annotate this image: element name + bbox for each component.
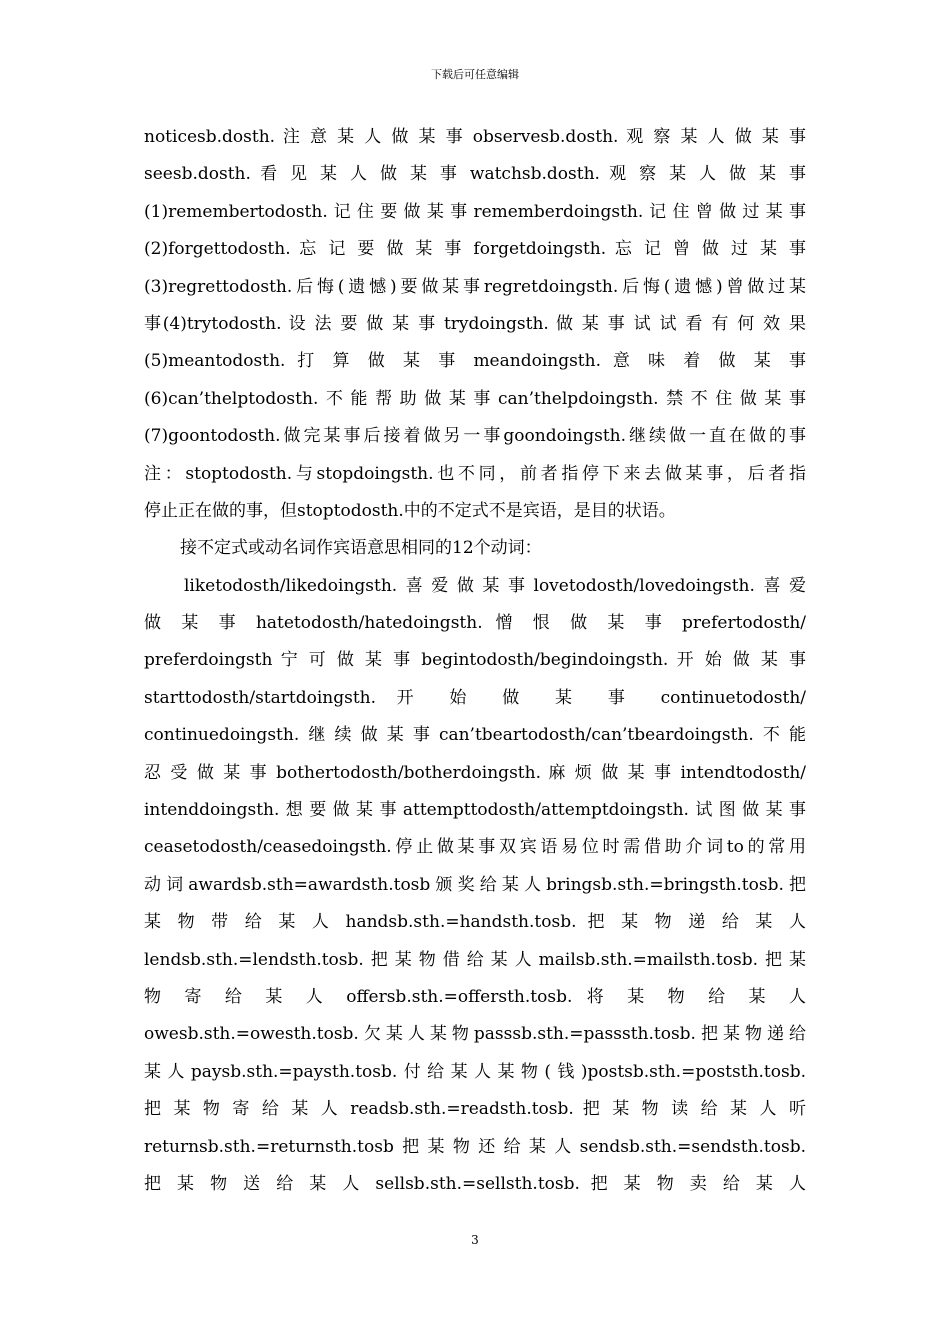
text-line: 事(4)trytodosth. 设 法 要 做 某 事 trydoingsth. 做 某 事 试 试 看 有 何 效 果 — [144, 313, 806, 334]
page-header: 下载后可任意编辑 — [431, 68, 519, 81]
text-line: 某 物 带 给 某 人 handsb.sth.=handsth.tosb. 把 某 物 递 给 某 人 — [144, 912, 806, 933]
text-line: (2)forgettodosth. 忘 记 要 做 某 事 forgetdoingsth. 忘 记 曾 做 过 某 事 — [144, 239, 806, 260]
text-line: 做 某 事 hatetodosth/hatedoingsth. 憎 恨 做 某 事 prefertodosth/ — [144, 613, 806, 634]
text-line: intenddoingsth.想要做某事attempttodosth/attemptdoingsth.试图做某事 — [144, 800, 806, 821]
text-line: 把 某 物 送 给 某 人 sellsb.sth.=sellsth.tosb. 把 某 物 卖 给 某 人 — [144, 1173, 806, 1194]
text-line: noticesb.dosth. 注 意 某 人 做 某 事 observesb.dosth. 观 察 某 人 做 某 事 — [144, 127, 806, 147]
text-line: 注：stoptodosth.与stopdoingsth.也不同，前者指停下来去做某事，后者指 — [144, 463, 806, 484]
text-line: 某人paysb.sth.=paysth.tosb.付给某人某物(钱)postsb.sth.=poststh.tosb. — [144, 1061, 806, 1082]
text-line: owesb.sth.=owesth.tosb.欠某人某物passsb.sth.=passsth.tosb.把某物递给 — [144, 1024, 806, 1045]
text-line: 动词awardsb.sth=awardsth.tosb颁奖给某人bringsb.sth.=bringsth.tosb.把 — [144, 874, 806, 895]
section-heading: 接不定式或动名词作宾语意思相同的12个动词： — [180, 538, 542, 559]
text-line: ceasetodosth/ceasedoingsth.停止做某事双宾语易位时需借助介词to的常用 — [144, 837, 806, 858]
text-line: returnsb.sth.=returnsth.tosb把某物还给某人sendsb.sth.=sendsth.tosb. — [144, 1136, 806, 1157]
text-line: (7)goontodosth.做完某事后接着做另一事goondoingsth.继续做一直在做的事 — [144, 426, 806, 447]
page-number: 3 — [471, 1233, 479, 1247]
text-line: 物 寄 给 某 人 offersb.sth.=offersth.tosb. 将 某 物 给 某 人 — [144, 986, 806, 1007]
text-line: liketodosth/likedoingsth.喜爱做某事lovetodosth/lovedoingsth.喜爱 — [184, 575, 806, 596]
text-line: (1)remembertodosth. 记 住 要 做 某 事 rememberdoingsth. 记 住 曾 做 过 某 事 — [144, 201, 806, 222]
text-line: 停止正在做的事，但stoptodosth.中的不定式不是宾语，是目的状语。 — [144, 500, 676, 521]
text-line: seesb.dosth. 看 见 某 人 做 某 事 watchsb.dosth. 观 察 某 人 做 某 事 — [144, 164, 806, 185]
text-line: (3)regrettodosth.后悔(遗憾)要做某事regretdoingsth.后悔(遗憾)曾做过某 — [144, 276, 806, 297]
text-line: preferdoingsth 宁 可 做 某 事 begintodosth/begindoingsth. 开 始 做 某 事 — [144, 650, 806, 671]
text-line: (6)can’thelptodosth.不能帮助做某事can’thelpdoingsth.禁不住做某事 — [144, 388, 806, 409]
text-line: starttodosth/startdoingsth. 开 始 做 某 事 continuetodosth/ — [144, 687, 806, 708]
text-line: 忍 受 做 某 事 bothertodosth/botherdoingsth. 麻 烦 做 某 事 intendtodosth/ — [144, 762, 806, 783]
document-body — [144, 119, 806, 1203]
text-line: 把 某 物 寄 给 某 人 readsb.sth.=readsth.tosb. 把 某 物 读 给 某 人 听 — [144, 1099, 806, 1120]
text-line: lendsb.sth.=lendsth.tosb.把某物借给某人mailsb.sth.=mailsth.tosb.把某 — [144, 949, 806, 970]
text-line: continuedoingsth.继续做某事can’tbeartodosth/can’tbeardoingsth.不能 — [144, 725, 806, 746]
text-line: (5)meantodosth. 打 算 做 某 事 meandoingsth. 意 味 着 做 某 事 — [144, 351, 806, 372]
